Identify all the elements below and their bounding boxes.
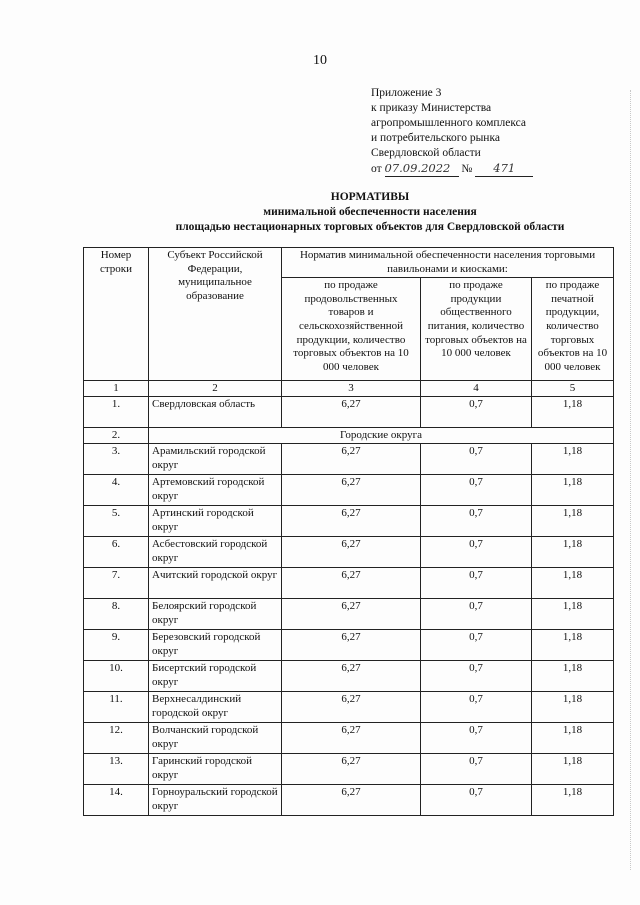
row-catering-value: 0,7 bbox=[421, 397, 532, 428]
appendix-line: агропромышленного комплекса bbox=[371, 117, 527, 129]
row-number: 14. bbox=[84, 785, 149, 816]
title-line-3: площадью нестационарных торговых объектов для Свердловской области bbox=[175, 221, 565, 233]
row-subject: Артемовский городской округ bbox=[149, 475, 282, 506]
table-row bbox=[84, 568, 614, 599]
row-number: 9. bbox=[84, 630, 149, 661]
row-number: 6. bbox=[84, 537, 149, 568]
row-subject: Горноуральский городской округ bbox=[149, 785, 282, 816]
appendix-line: к приказу Министерства bbox=[371, 102, 492, 114]
row-food-value: 6,27 bbox=[282, 599, 421, 630]
row-catering-value: 0,7 bbox=[421, 444, 532, 475]
row-print-value: 1,18 bbox=[532, 475, 614, 506]
table-row bbox=[84, 661, 614, 692]
row-food-value: 6,27 bbox=[282, 754, 421, 785]
header-row-number: Номер строки bbox=[84, 248, 149, 381]
header-subject: Субъект Российской Федерации, муниципальное образование bbox=[149, 248, 282, 381]
row-number: 7. bbox=[84, 568, 149, 599]
row-number: 13. bbox=[84, 754, 149, 785]
header-food: по продаже продовольственных товаров и сельскохозяйственной продукции, количество торговых объектов на 10 000 человек bbox=[282, 278, 421, 381]
table-row bbox=[84, 506, 614, 537]
appendix-line: Свердловской области bbox=[371, 147, 481, 159]
row-catering-value: 0,7 bbox=[421, 630, 532, 661]
header-print: по продаже печатной продукции, количество торговых объектов на 10 000 человек bbox=[532, 278, 614, 381]
row-print-value: 1,18 bbox=[532, 568, 614, 599]
column-number: 5 bbox=[532, 381, 614, 397]
row-print-value: 1,18 bbox=[532, 599, 614, 630]
table-row bbox=[84, 475, 614, 506]
row-print-value: 1,18 bbox=[532, 444, 614, 475]
row-food-value: 6,27 bbox=[282, 785, 421, 816]
appendix-line: и потребительского рынка bbox=[371, 132, 500, 144]
table-header-row bbox=[84, 248, 614, 278]
row-print-value: 1,18 bbox=[532, 630, 614, 661]
row-catering-value: 0,7 bbox=[421, 661, 532, 692]
row-subject: Верхнесалдинский городской округ bbox=[149, 692, 282, 723]
column-number: 4 bbox=[421, 381, 532, 397]
row-subject: Асбестовский городской округ bbox=[149, 537, 282, 568]
column-number: 3 bbox=[282, 381, 421, 397]
table-row bbox=[84, 397, 614, 428]
header-norm-group: Норматив минимальной обеспеченности населения торговыми павильонами и киосками: bbox=[282, 248, 614, 278]
table-row bbox=[84, 630, 614, 661]
row-food-value: 6,27 bbox=[282, 723, 421, 754]
row-food-value: 6,27 bbox=[282, 661, 421, 692]
row-food-value: 6,27 bbox=[282, 568, 421, 599]
row-number: 11. bbox=[84, 692, 149, 723]
row-subject: Ачитский городской округ bbox=[149, 568, 282, 599]
row-subject: Березовский городской округ bbox=[149, 630, 282, 661]
scan-edge-line bbox=[630, 90, 632, 870]
row-print-value: 1,18 bbox=[532, 506, 614, 537]
row-catering-value: 0,7 bbox=[421, 568, 532, 599]
row-food-value: 6,27 bbox=[282, 630, 421, 661]
section-row bbox=[84, 428, 614, 444]
row-catering-value: 0,7 bbox=[421, 692, 532, 723]
row-food-value: 6,27 bbox=[282, 506, 421, 537]
table-row bbox=[84, 785, 614, 816]
row-food-value: 6,27 bbox=[282, 475, 421, 506]
row-print-value: 1,18 bbox=[532, 723, 614, 754]
row-catering-value: 0,7 bbox=[421, 599, 532, 630]
title-line-2: минимальной обеспеченности населения bbox=[263, 206, 477, 218]
number-prefix: № bbox=[461, 163, 473, 175]
header-catering: по продаже продукции общественного питания, количество торговых объектов на 10 000 человек bbox=[421, 278, 532, 381]
handwritten-date: 07.09.2022 bbox=[385, 161, 459, 177]
section-label: Городские округа bbox=[149, 428, 614, 444]
column-number-row bbox=[84, 381, 614, 397]
row-catering-value: 0,7 bbox=[421, 785, 532, 816]
row-subject: Артинский городской округ bbox=[149, 506, 282, 537]
table-row bbox=[84, 537, 614, 568]
row-food-value: 6,27 bbox=[282, 444, 421, 475]
row-catering-value: 0,7 bbox=[421, 537, 532, 568]
row-catering-value: 0,7 bbox=[421, 723, 532, 754]
row-number: 12. bbox=[84, 723, 149, 754]
table-row bbox=[84, 599, 614, 630]
row-number: 4. bbox=[84, 475, 149, 506]
table-row bbox=[84, 723, 614, 754]
row-number: 1. bbox=[84, 397, 149, 428]
row-print-value: 1,18 bbox=[532, 661, 614, 692]
handwritten-number: 471 bbox=[475, 161, 533, 177]
row-subject: Арамильский городской округ bbox=[149, 444, 282, 475]
row-catering-value: 0,7 bbox=[421, 475, 532, 506]
row-print-value: 1,18 bbox=[532, 692, 614, 723]
column-number: 2 bbox=[149, 381, 282, 397]
row-food-value: 6,27 bbox=[282, 397, 421, 428]
column-number: 1 bbox=[84, 381, 149, 397]
norms-table bbox=[83, 247, 614, 816]
title-line-1: НОРМАТИВЫ bbox=[330, 191, 410, 203]
row-number: 10. bbox=[84, 661, 149, 692]
row-number: 8. bbox=[84, 599, 149, 630]
row-print-value: 1,18 bbox=[532, 785, 614, 816]
date-prefix: от bbox=[371, 163, 382, 175]
row-number: 3. bbox=[84, 444, 149, 475]
appendix-line: Приложение 3 bbox=[371, 87, 442, 99]
row-subject: Волчанский городской округ bbox=[149, 723, 282, 754]
row-subject: Бисертский городской округ bbox=[149, 661, 282, 692]
row-number: 5. bbox=[84, 506, 149, 537]
page-number: 10 bbox=[313, 53, 327, 68]
table-row bbox=[84, 754, 614, 785]
row-print-value: 1,18 bbox=[532, 537, 614, 568]
row-food-value: 6,27 bbox=[282, 537, 421, 568]
row-number: 2. bbox=[84, 428, 149, 444]
row-subject: Гаринский городской округ bbox=[149, 754, 282, 785]
row-food-value: 6,27 bbox=[282, 692, 421, 723]
row-catering-value: 0,7 bbox=[421, 754, 532, 785]
table-row bbox=[84, 444, 614, 475]
table-row bbox=[84, 692, 614, 723]
row-subject: Белоярский городской округ bbox=[149, 599, 282, 630]
document-title bbox=[90, 190, 640, 235]
order-date-line bbox=[371, 161, 533, 177]
appendix-block bbox=[371, 86, 533, 177]
row-subject: Свердловская область bbox=[149, 397, 282, 428]
row-catering-value: 0,7 bbox=[421, 506, 532, 537]
row-print-value: 1,18 bbox=[532, 397, 614, 428]
row-print-value: 1,18 bbox=[532, 754, 614, 785]
